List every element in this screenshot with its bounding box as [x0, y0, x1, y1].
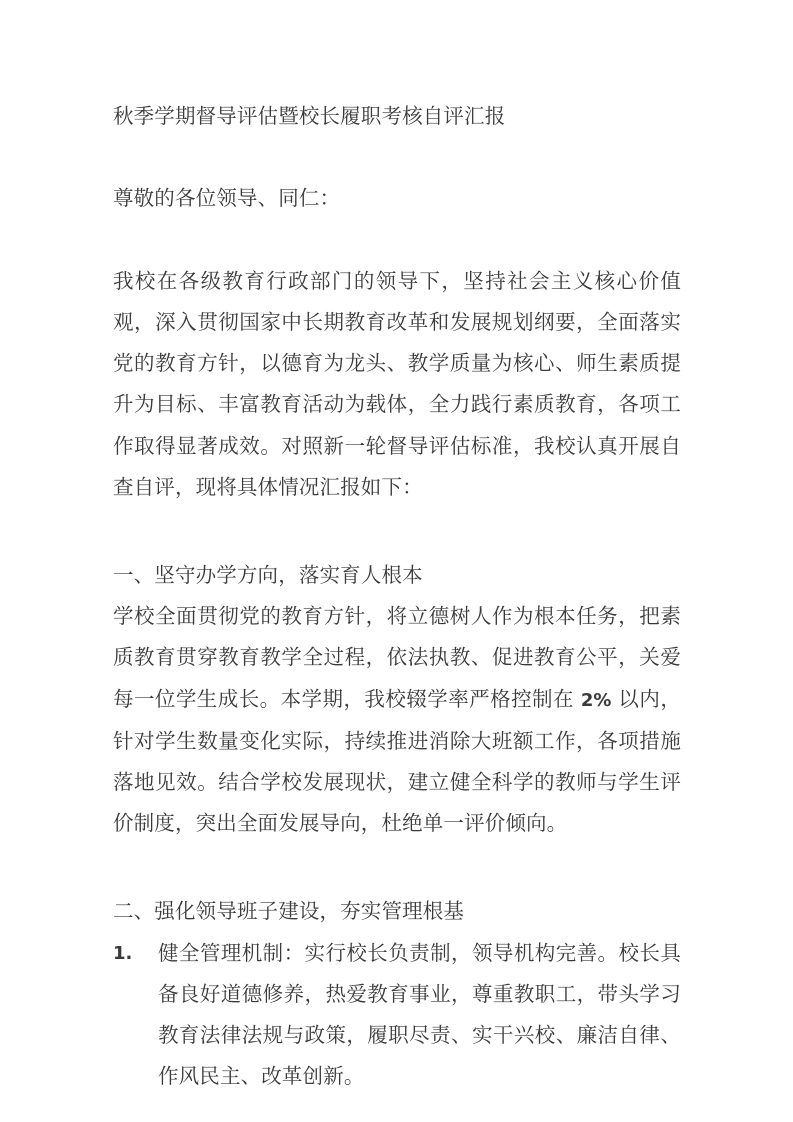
document-title: 秋季学期督导评估暨校长履职考核自评汇报 — [113, 104, 506, 128]
section-1-body-part-2: 以内，针对学生数量变化实际，持续推进消除大班额工作，各项措施落地见效。结合学校发展现状，建立健全科学的教师与学生评价制度，突出全面发展导向，杜绝单一评价倾向。 — [113, 686, 681, 836]
document-body — [113, 96, 681, 1097]
list-item-marker: 1. — [113, 942, 133, 964]
list-item — [113, 933, 681, 1098]
spacer-after-section-1 — [113, 844, 681, 891]
spacer-after-salutation — [113, 220, 681, 261]
list-item-text: 健全管理机制：实行校长负责制，领导机构完善。校长具备良好道德修养，热爱教育事业，尊重教职工，带头学习教育法律法规与政策，履职尽责、实干兴校、廉洁自律、作风民主、改革创新。 — [158, 940, 681, 1089]
spacer-after-intro — [113, 508, 681, 555]
section-1-body — [113, 596, 681, 844]
spacer-after-title — [113, 137, 681, 178]
section-1-body-part-1: 学校全面贯彻党的教育方针，将立德树人作为根本任务，把素质教育贯穿教育教学全过程，依法执教、促进教育公平，关爱每一位学生成长。本学期，我校辍学率严格控制在 — [113, 604, 681, 711]
dropout-rate-value: 2% — [580, 689, 612, 711]
section-1-heading: 一、坚守办学方向，落实育人根本 — [113, 563, 423, 587]
intro-paragraph: 我校在各级教育行政部门的领导下，坚持社会主义核心价值观，深入贯彻国家中长期教育改革和发展规划纲要，全面落实党的教育方针，以德育为龙头、教学质量为核心、师生素质提升为目标、丰富教育活动为载体，全力践行素质教育，各项工作取得显著成效。对照新一轮督导评估标准，我校认真开展自查自评，现将具体情况汇报如下： — [113, 268, 681, 499]
section-2-heading: 二、强化领导班子建设，夯实管理根基 — [113, 899, 465, 924]
salutation: 尊敬的各位领导、同仁： — [113, 186, 341, 211]
